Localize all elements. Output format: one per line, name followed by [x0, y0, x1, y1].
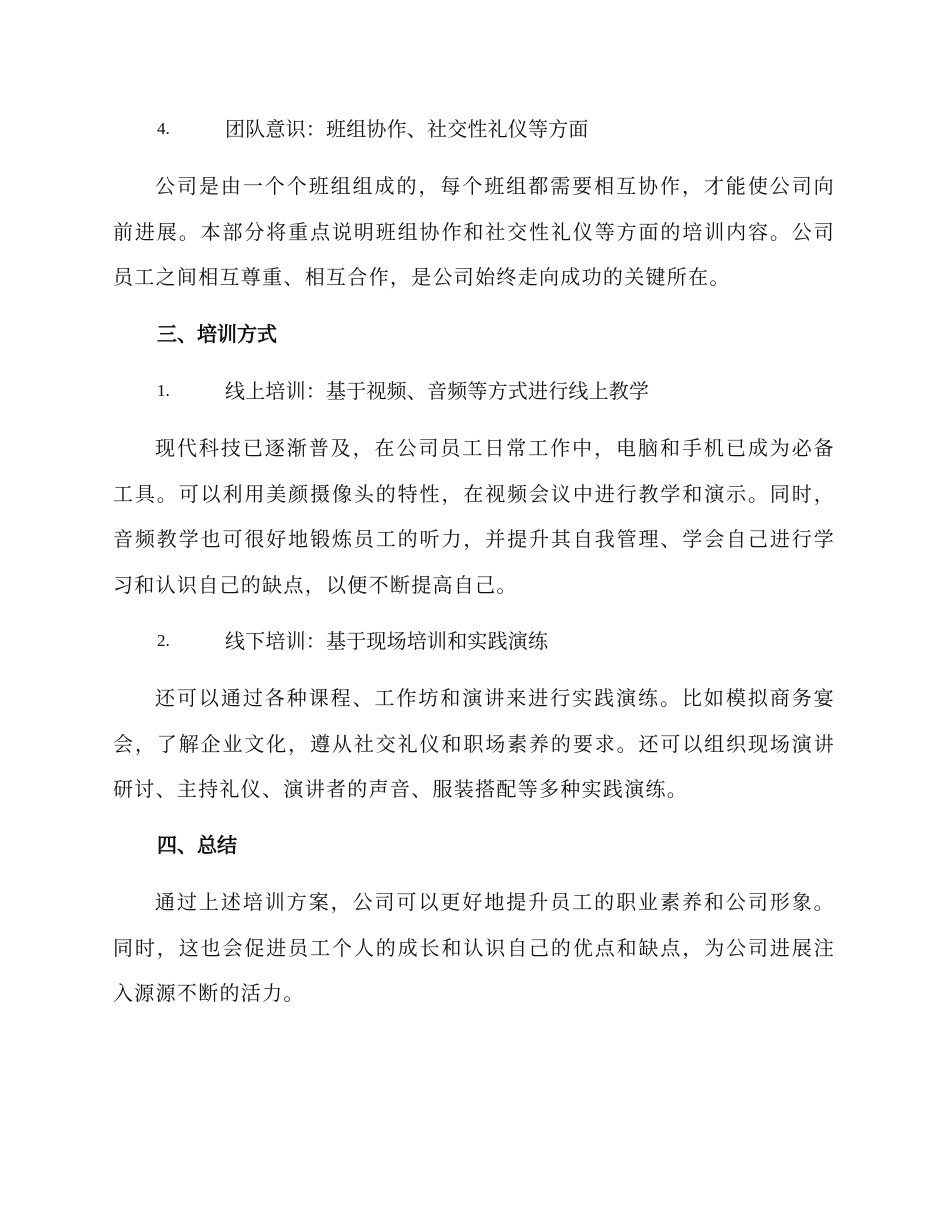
section-heading-training-methods: 三、培训方式 — [157, 322, 277, 346]
section-heading-summary: 四、总结 — [157, 833, 237, 857]
list-item-text: 线上培训：基于视频、音频等方式进行线上教学 — [225, 379, 650, 403]
list-number: 4. — [157, 119, 170, 138]
list-item-text: 线下培训：基于现场培训和实践演练 — [225, 629, 549, 653]
list-item-text: 团队意识：班组协作、社交性礼仪等方面 — [225, 117, 589, 141]
list-number: 1. — [157, 381, 170, 400]
paragraph-online-training: 现代科技已逐渐普及，在公司员工日常工作中，电脑和手机已成为必备工具。可以利用美颜摄像头的特性，在视频会议中进行教学和演示。同时，音频教学也可很好地锻炼员工的听力，并提升其自我管理、学会自己进行学习和认识自己的缺点，以便不断提高自己。 — [113, 436, 835, 597]
list-number: 2. — [157, 631, 170, 650]
paragraph-summary: 通过上述培训方案，公司可以更好地提升员工的职业素养和公司形象。同时，这也会促进员工个人的成长和认识自己的优点和缺点，为公司进展注入源源不断的活力。 — [113, 890, 835, 1005]
paragraph-team-awareness: 公司是由一个个班组组成的，每个班组都需要相互协作，才能使公司向前进展。本部分将重点说明班组协作和社交性礼仪等方面的培训内容。公司员工之间相互尊重、相互合作，是公司始终走向成功的关键所在。 — [113, 174, 835, 289]
paragraph-offline-training: 还可以通过各种课程、工作坊和演讲来进行实践演练。比如模拟商务宴会，了解企业文化，遵从社交礼仪和职场素养的要求。还可以组织现场演讲研讨、主持礼仪、演讲者的声音、服装搭配等多种实践演练。 — [113, 686, 835, 801]
